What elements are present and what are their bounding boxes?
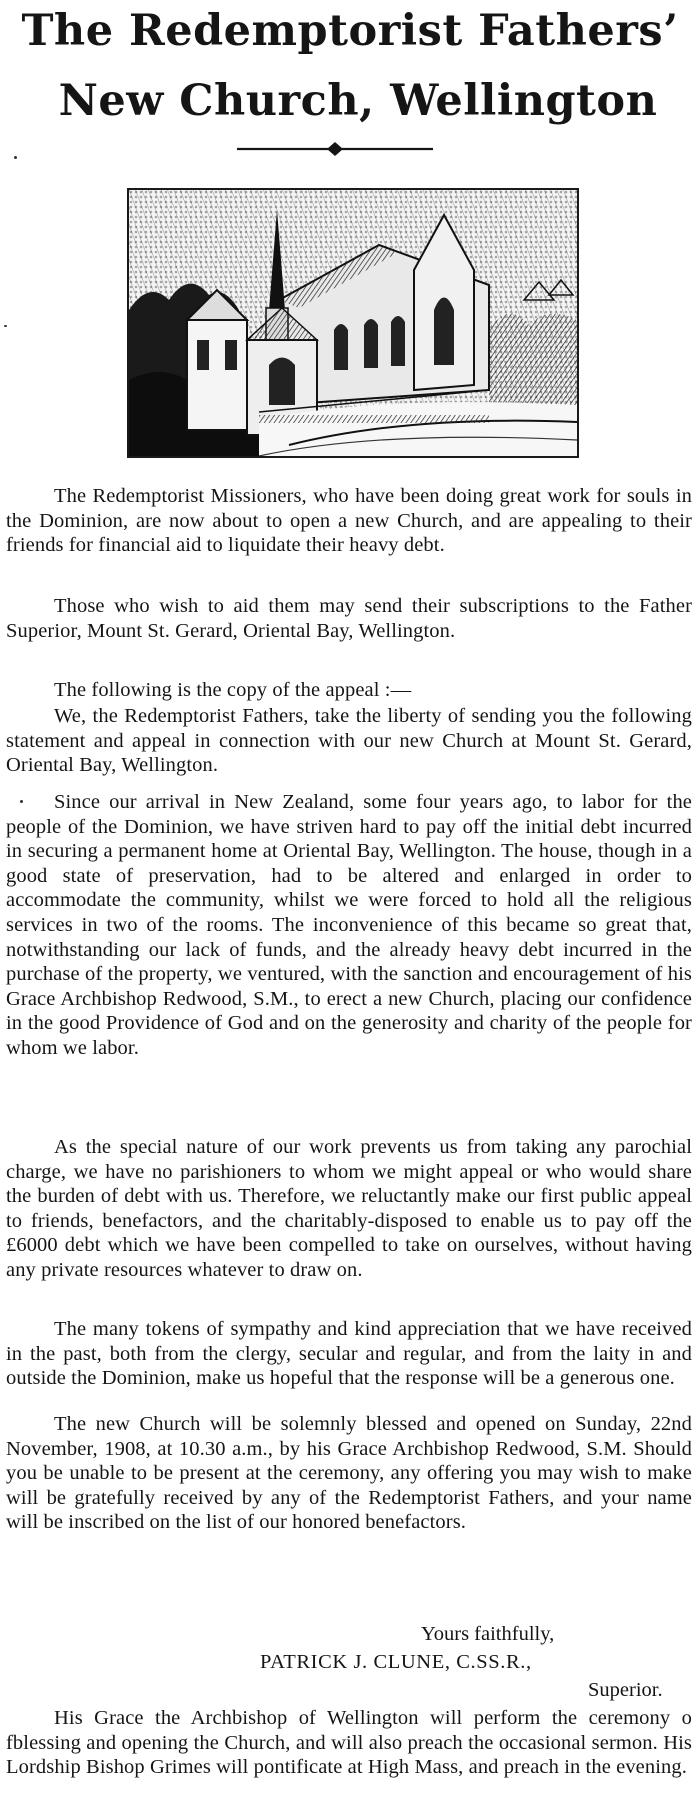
paragraph-sympathy: The many tokens of sympathy and kind appreciation that we have received in the past, both from the clergy, secular and regular, and from the laity in and outside the Dominion, make us hopeful that the response will be a generous one.: [6, 1318, 692, 1390]
ornamental-divider: [235, 141, 435, 157]
print-speck: [4, 325, 7, 327]
signature-name: PATRICK J. CLUNE, C.SS.R.,: [260, 1651, 532, 1673]
page-title-line-2: New Church, Wellington: [58, 76, 658, 126]
paragraph-ceremony: His Grace the Archbishop of Wellington will perform the ceremony o fblessing and opening the Church, and will also preach the occasional sermon. His Lordship Bishop Grimes will pontificate at High Mass, and preach in the evening.: [6, 1707, 692, 1779]
signature-closing: Yours faithfully,: [421, 1623, 555, 1645]
paragraph-appeal-copy: The following is the copy of the appeal :—: [54, 679, 412, 701]
paragraph-debt: As the special nature of our work prevents us from taking any parochial charge, we have no parishioners to whom we might appeal or who would share the burden of debt with us. Therefore, we reluctantly make our first public appeal to friends, benefactors, and the charitably-disposed to enable us to pay off the £6000 debt which we have been compelled to take on ourselves, without having any private resources whatever to draw on.: [6, 1136, 692, 1281]
print-speck: [14, 156, 17, 159]
church-illustration-icon: [129, 190, 577, 456]
paragraph-subscriptions: Those who wish to aid them may send their subscriptions to the Father Superior, Mount St. Gerard, Oriental Bay, Wellington.: [6, 595, 692, 642]
paragraph-statement: We, the Redemptorist Fathers, take the liberty of sending you the following statement and appeal in connection with our new Church at Mount St. Gerard, Oriental Bay, Wellington.: [6, 705, 692, 777]
paragraph-intro: The Redemptorist Missioners, who have been doing great work for souls in the Dominion, are now about to open a new Church, and are appealing to their friends for financial aid to liquidate their heavy debt.: [6, 485, 692, 557]
signature-title: Superior.: [588, 1679, 663, 1701]
church-illustration: [127, 188, 579, 458]
page-title-line-1: The Redemptorist Fathers’: [21, 6, 679, 56]
print-speck: [20, 800, 23, 803]
paragraph-history: Since our arrival in New Zealand, some four years ago, to labor for the people of the Dominion, we have striven hard to pay off the initial debt incurred in securing a permanent home at Oriental Bay, Wellington. The house, though in a good state of preservation, had to be altered and enlarged in order to accommodate the community, whilst we were forced to hold all the religious services in two of the rooms. The inconvenience of this became so great that, notwithstanding our lack of funds, and the already heavy debt incurred in the purchase of the property, we ventured, with the sanction and encouragement of his Grace Archbishop Redwood, S.M., to erect a new Church, placing our confidence in the good Providence of God and on the generosity and charity of the people for whom we labor.: [6, 791, 692, 1059]
paragraph-opening: The new Church will be solemnly blessed and opened on Sunday, 22nd November, 1908, at 10.30 a.m., by his Grace Archbishop Redwood, S.M. Should you be unable to be present at the ceremony, any offering you may wish to make will be gratefully received by any of the Redemptorist Fathers, and your name will be inscribed on the list of our honored benefactors.: [6, 1413, 692, 1534]
